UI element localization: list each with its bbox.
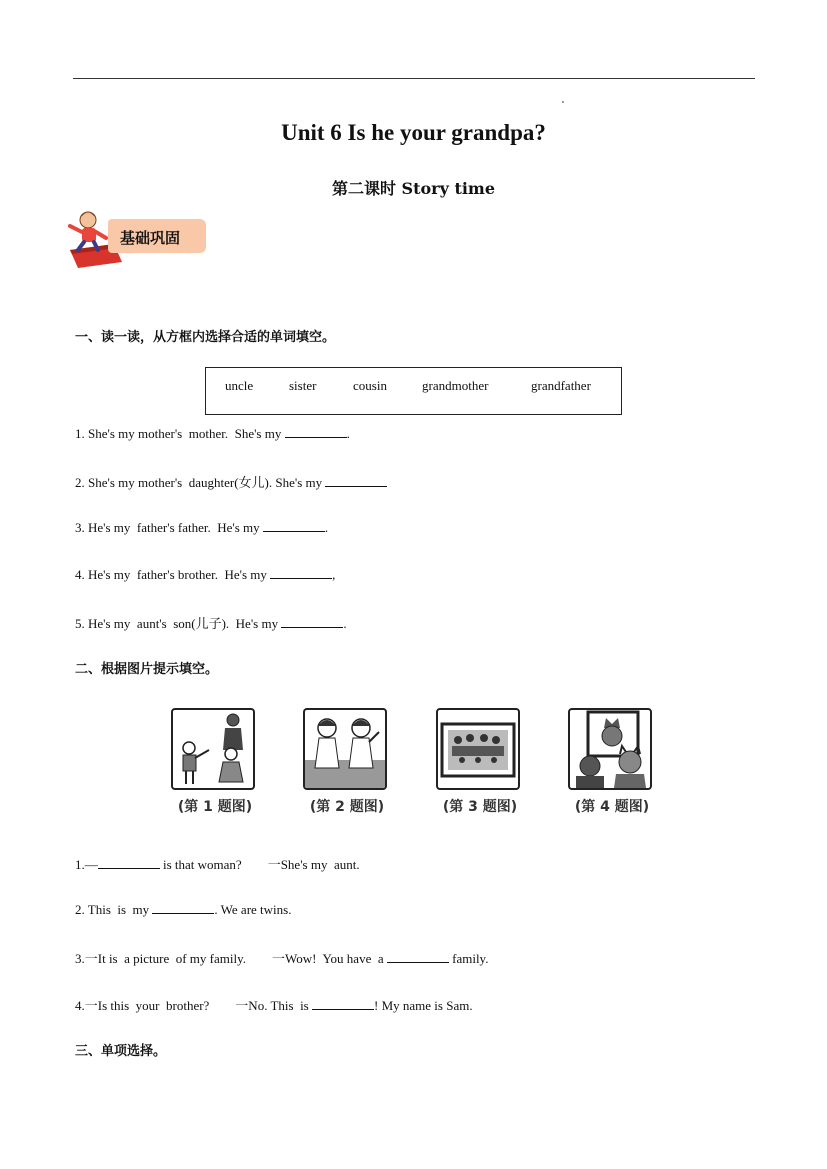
answer-blank[interactable] [325,474,387,487]
s1-question-2 [75,472,387,491]
question-text: 4. He's my father's brother. He's my [75,567,271,582]
answer-blank[interactable] [312,997,374,1010]
cat-family-icon [570,710,650,788]
s2-question-3 [75,948,488,967]
section-banner [64,206,206,268]
pointing-boy-woman-icon [173,710,253,788]
question-text: family. [448,951,489,966]
picture-frame [568,708,652,790]
answer-blank[interactable] [270,566,332,579]
question-text: 4.一Is this your brother? 一No. This is [75,998,312,1013]
picture-1 [171,708,259,816]
section3-heading: 三、单项选择。 [75,1044,167,1059]
question-text: . We are twins. [214,902,292,917]
picture-2 [303,708,391,816]
stray-mark [562,101,564,103]
s2-question-2 [75,901,291,918]
answer-blank[interactable] [387,950,449,963]
question-text: 1.— [75,857,98,872]
s1-question-4 [75,566,335,583]
question-text: 3. He's my father's father. He's my [75,520,263,535]
picture-caption: (第 3 题图) [442,799,518,815]
s1-question-3 [75,519,328,536]
word-option: sister [289,378,317,393]
picture-caption: (第 1 题图) [177,799,253,815]
question-text: is that woman? 一She's my aunt. [159,857,360,872]
picture-frame [303,708,387,790]
header-rule [73,78,755,79]
question-text: 1. She's my mother's mother. She's my [75,426,285,441]
lesson-subtitle: 第二课时 Story time [331,179,496,198]
question-text: . [343,616,347,631]
question-text: . [346,426,350,441]
question-text: , [332,567,336,582]
answer-blank[interactable] [152,901,214,914]
question-text: 2. This is my [75,902,153,917]
question-text: ! My name is Sam. [374,998,473,1013]
banner-label: 基础巩固 [120,229,181,247]
word-option: grandfather [531,378,591,393]
word-option: cousin [353,378,387,393]
word-box [205,367,622,415]
picture-4 [568,708,656,816]
twin-girls-icon [305,710,385,788]
picture-frame [171,708,255,790]
picture-caption: (第 2 题图) [309,799,385,815]
s1-question-1 [75,425,350,442]
question-text: 5. He's my aunt's son(儿子). He's my [75,616,282,631]
section2-heading: 二、根据图片提示填空。 [75,662,219,677]
answer-blank[interactable] [281,615,343,628]
answer-blank[interactable] [285,425,347,438]
s2-question-4 [75,995,473,1014]
word-option: grandmother [422,378,489,393]
page-title: Unit 6 Is he your grandpa? [281,120,546,145]
picture-frame [436,708,520,790]
s2-question-1 [75,854,360,873]
picture-caption: (第 4 题图) [574,799,650,815]
answer-blank[interactable] [263,519,325,532]
s1-question-5 [75,613,347,632]
question-text: . [324,520,329,535]
picture-3 [436,708,524,816]
question-text: 2. She's my mother's daughter(女儿). She's my [75,475,326,490]
section1-heading: 一、读一读，从方框内选择合适的单词填空。 [75,330,336,345]
question-text: 3.一It is a picture of my family. 一Wow! You have a [75,951,387,966]
family-photo-icon [438,710,518,788]
picture-row [166,708,666,826]
word-option: uncle [225,378,254,393]
answer-blank[interactable] [98,856,160,869]
